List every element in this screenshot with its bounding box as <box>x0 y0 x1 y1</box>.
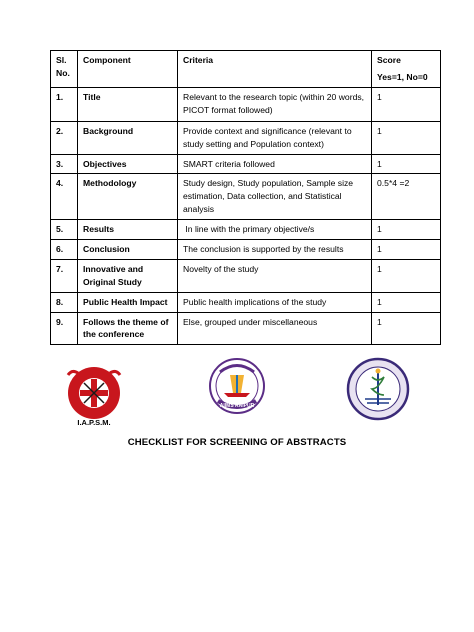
row-score: 1 <box>372 121 441 154</box>
table-row <box>51 154 441 174</box>
row-criteria: Provide context and significance (relevant to study setting and Population context) <box>178 121 372 154</box>
row-sl: 9. <box>51 312 78 345</box>
table-row <box>51 312 441 345</box>
row-criteria: Relevant to the research topic (within 20 words, PICOT format followed) <box>178 87 372 121</box>
row-score: 1 <box>372 292 441 312</box>
iapsm-logo-text: I.A.P.S.M. <box>77 418 111 427</box>
header-score <box>372 51 441 88</box>
header-sl: Sl. No. <box>51 51 78 88</box>
row-component: Background <box>78 121 178 154</box>
row-sl: 6. <box>51 240 78 260</box>
abstract-checklist-table <box>50 50 441 345</box>
aiims-logo-text: AIIMS RAIPUR <box>219 403 255 409</box>
row-component: Methodology <box>78 174 178 220</box>
row-component: Public Health Impact <box>78 292 178 312</box>
row-score: 1 <box>372 240 441 260</box>
iapsm-logo <box>62 365 126 432</box>
row-score: 1 <box>372 259 441 292</box>
row-score: 1 <box>372 312 441 345</box>
document-caption: CHECKLIST FOR SCREENING OF ABSTRACTS <box>127 437 347 448</box>
header-score-legend: Yes=1, No=0 <box>377 71 428 82</box>
table-row <box>51 174 441 220</box>
conference-emblem-icon <box>204 357 270 417</box>
row-score: 1 <box>372 220 441 240</box>
row-sl: 1. <box>51 87 78 121</box>
row-criteria: Else, grouped under miscellaneous <box>178 312 372 345</box>
row-criteria: SMART criteria followed <box>178 154 372 174</box>
aiims-emblem-logo <box>345 357 411 426</box>
row-criteria: In line with the primary objective/s <box>178 220 372 240</box>
row-sl: 3. <box>51 154 78 174</box>
row-sl: 4. <box>51 174 78 220</box>
row-criteria: The conclusion is supported by the results <box>178 240 372 260</box>
row-sl: 8. <box>51 292 78 312</box>
row-component: Follows the theme of the conference <box>78 312 178 345</box>
row-sl: 5. <box>51 220 78 240</box>
table-row <box>51 259 441 292</box>
table-header-row <box>51 51 441 88</box>
row-score: 1 <box>372 87 441 121</box>
row-component: Objectives <box>78 154 178 174</box>
row-score: 1 <box>372 154 441 174</box>
table-row <box>51 121 441 154</box>
iapsm-emblem-icon <box>62 365 126 427</box>
table-row <box>51 220 441 240</box>
row-criteria: Study design, Study population, Sample size estimation, Data collection, and Statistical analysis <box>178 174 372 220</box>
table-row <box>51 292 441 312</box>
header-criteria: Criteria <box>178 51 372 88</box>
aiims-seal-icon <box>345 357 411 421</box>
header-component: Component <box>78 51 178 88</box>
row-sl: 7. <box>51 259 78 292</box>
header-score-label: Score <box>377 55 401 65</box>
row-criteria: Novelty of the study <box>178 259 372 292</box>
row-score: 0.5*4 =2 <box>372 174 441 220</box>
table-row <box>51 87 441 121</box>
row-component: Title <box>78 87 178 121</box>
row-component: Innovative and Original Study <box>78 259 178 292</box>
row-component: Conclusion <box>78 240 178 260</box>
row-component: Results <box>78 220 178 240</box>
table-row <box>51 240 441 260</box>
aiims-raipur-logo <box>204 357 270 422</box>
row-criteria: Public health implications of the study <box>178 292 372 312</box>
row-sl: 2. <box>51 121 78 154</box>
